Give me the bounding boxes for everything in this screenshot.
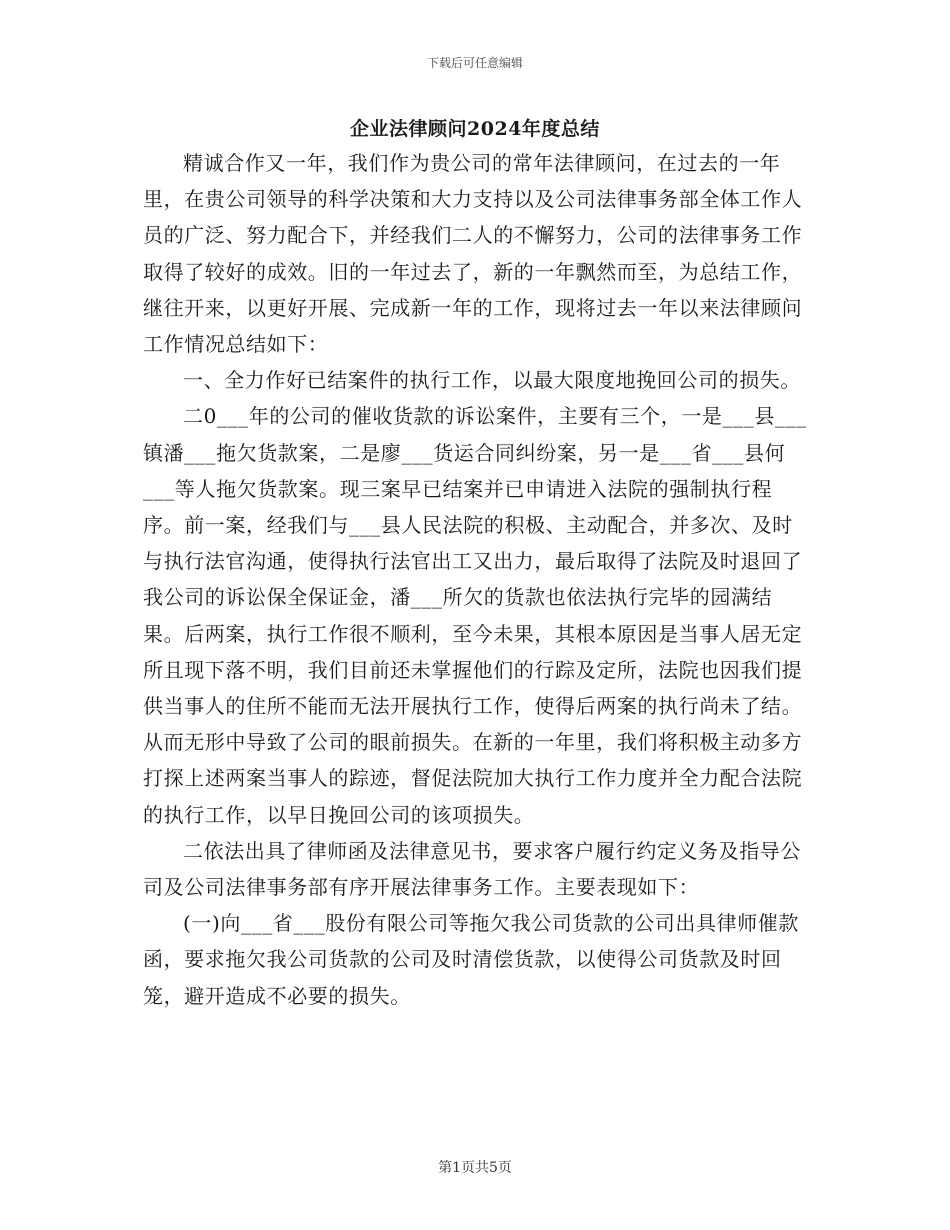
header-note: 下载后可任意编辑 xyxy=(426,56,523,70)
paragraph-section-1-heading: 一、全力作好已结案件的执行工作，以最大限度地挽回公司的损失。 xyxy=(183,368,801,393)
paragraph-section-2-item-1: (一)向___省___股份有限公司等拖欠我公司货款的公司出具律师催款函，要求拖欠我公司货款的公司及时清偿货款，以使得公司货款及时回笼，避开造成不必要的损失。 xyxy=(143,911,800,1008)
document-title: 企业法律顾问2024年度总结 xyxy=(350,118,600,140)
page-number: 第1页共5页 xyxy=(438,1160,512,1176)
paragraph-section-1-body: 二0___年的公司的催收货款的诉讼案件，主要有三个，一是___县___镇潘___拖欠货款案，二是廖___货运合同纠纷案，另一是___省___县何___等人拖欠货款案。现三案早已结案并已申请进入法院的强制执行程序。前一案，经我们与___县人民法院的积极、主动配合，并多次、及时与执行法官沟通，使得执行法官出工又出力，最后取得了法院及时退回了我公司的诉讼保全保证金，潘___所欠的货款也依法执行完毕的园满结果。后两案，执行工作很不顺利，至今未果，其根本原因是当事人居无定所且现下落不明，我们目前还未掌握他们的行踪及定所，法院也因我们提供当事人的住所不能而无法开展执行工作，使得后两案的执行尚未了结。从而无形中导致了公司的眼前损失。在新的一年里，我们将积极主动多方打探上述两案当事人的踪迹，督促法院加大执行工作力度并全力配合法院的执行工作，以早日挽回公司的该项损失。 xyxy=(143,404,807,827)
paragraph-section-2-heading: 二依法出具了律师函及法律意见书，要求客户履行约定义务及指导公司及公司法律事务部有序开展法律事务工作。主要表现如下： xyxy=(143,838,801,900)
paragraph-intro: 精诚合作又一年，我们作为贵公司的常年法律顾问，在过去的一年里，在贵公司领导的科学决策和大力支持以及公司法律事务部全体工作人员的广泛、努力配合下，并经我们二人的不懈努力，公司的法律事务工作取得了较好的成效。旧的一年过去了，新的一年飘然而至，为总结工作，继往开来，以更好开展、完成新一年的工作，现将过去一年以来法律顾问工作情况总结如下： xyxy=(143,151,803,357)
document-body xyxy=(143,145,813,1014)
